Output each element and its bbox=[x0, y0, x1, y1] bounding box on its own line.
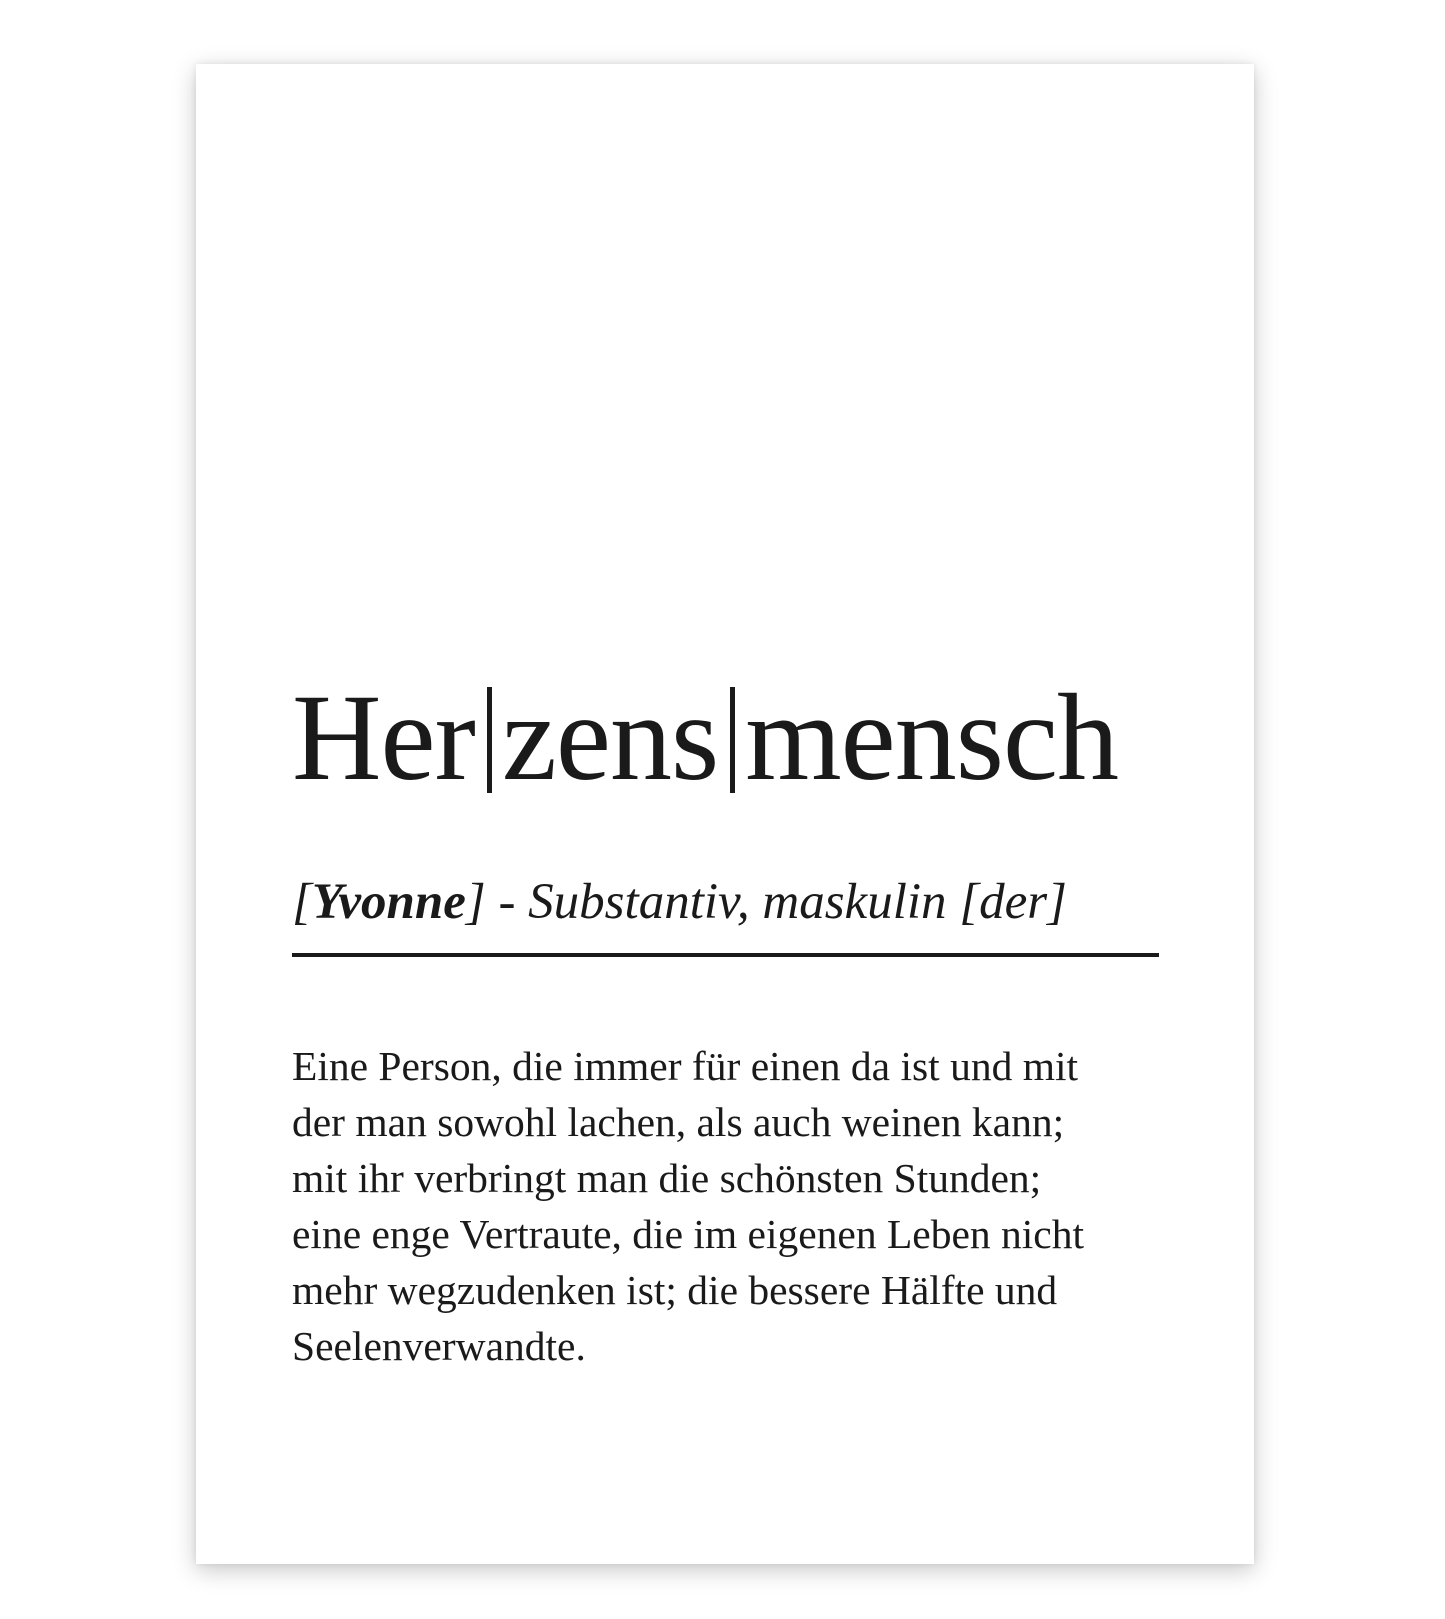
syllable-separator bbox=[487, 687, 492, 793]
syllable-separator bbox=[730, 687, 735, 793]
grammar-description: ] - Substantiv, maskulin [der] bbox=[465, 874, 1067, 930]
headword-title bbox=[292, 669, 1119, 806]
headword-syllable-2: zens bbox=[501, 669, 719, 806]
definition-line: mit ihr verbringt man die schönsten Stunden; bbox=[292, 1155, 1042, 1201]
headword-syllable-1: Her bbox=[292, 669, 475, 806]
definition-line: Seelenverwandte. bbox=[292, 1323, 586, 1369]
definition-text bbox=[292, 1038, 1192, 1374]
definition-line: eine enge Vertraute, die im eigenen Leben nicht bbox=[292, 1211, 1085, 1257]
personal-name: Yvonne bbox=[311, 874, 466, 930]
grammar-open-bracket: [ bbox=[292, 874, 312, 930]
grammar-line bbox=[292, 874, 1162, 930]
poster-card bbox=[196, 64, 1254, 1564]
divider-rule bbox=[292, 953, 1159, 957]
definition-line: der man sowohl lachen, als auch weinen kann; bbox=[292, 1099, 1065, 1145]
headword-syllable-3: mensch bbox=[745, 669, 1119, 806]
definition-line: Eine Person, die immer für einen da ist und mit bbox=[292, 1043, 1079, 1089]
definition-line: mehr wegzudenken ist; die bessere Hälfte und bbox=[292, 1267, 1058, 1313]
